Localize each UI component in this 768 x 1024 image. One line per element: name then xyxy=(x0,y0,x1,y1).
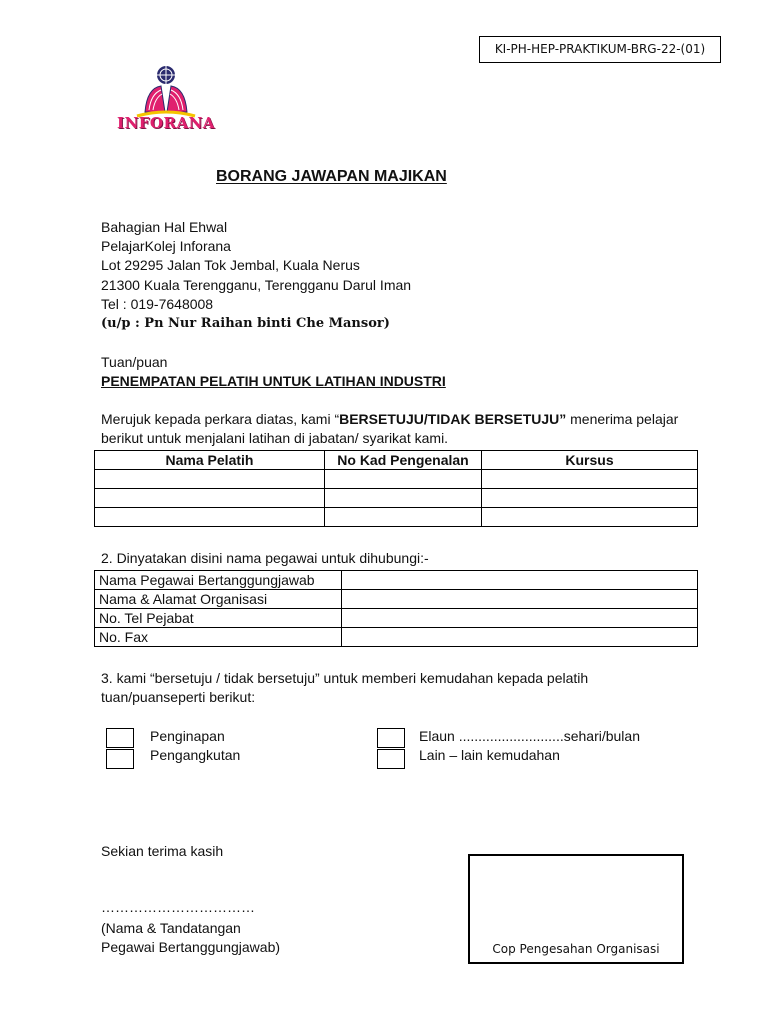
field-value-organisasi[interactable] xyxy=(342,590,698,609)
address-line-4: 21300 Kuala Terengganu, Terengganu Darul Iman xyxy=(101,276,412,293)
address-line-3: Lot 29295 Jalan Tok Jembal, Kuala Nerus xyxy=(101,257,360,274)
address-phone: Tel : 019-7648008 xyxy=(101,295,214,312)
field-label-fax: No. Fax xyxy=(95,628,342,647)
trainee-name-cell[interactable] xyxy=(95,489,325,508)
table-row xyxy=(95,489,698,508)
field-value-tel[interactable] xyxy=(342,609,698,628)
trainee-ic-cell[interactable] xyxy=(325,508,482,527)
paragraph-1-line-1 xyxy=(101,411,678,427)
agreement-choice: BERSETUJU/TIDAK BERSETUJU” xyxy=(339,411,567,427)
inforana-logo-icon xyxy=(101,64,231,120)
logo-text: INFORANA xyxy=(117,114,215,132)
page-title: BORANG JAWAPAN MAJIKAN xyxy=(216,168,447,185)
table-row xyxy=(95,508,698,527)
header-no-kad: No Kad Pengenalan xyxy=(325,451,482,470)
table-row xyxy=(95,628,698,647)
closing-text: Sekian terima kasih xyxy=(101,843,224,859)
table-row xyxy=(95,470,698,489)
trainee-course-cell[interactable] xyxy=(482,470,698,489)
field-value-fax[interactable] xyxy=(342,628,698,647)
contact-table xyxy=(94,570,698,647)
paragraph-1-after: menerima pelajar xyxy=(566,411,679,427)
paragraph-1-before: Merujuk kepada perkara diatas, kami “ xyxy=(101,411,340,427)
penginapan-checkbox[interactable] xyxy=(106,728,134,748)
field-label-pegawai: Nama Pegawai Bertanggungjawab xyxy=(95,571,342,590)
trainee-name-cell[interactable] xyxy=(95,508,325,527)
trainee-name-cell[interactable] xyxy=(95,470,325,489)
stamp-label: Cop Pengesahan Organisasi xyxy=(492,942,660,956)
elaun-label: Elaun ...........................sehari/bulan xyxy=(419,728,640,744)
trainee-ic-cell[interactable] xyxy=(325,470,482,489)
address-block xyxy=(101,218,411,333)
lain-kemudahan-checkbox[interactable] xyxy=(377,749,405,769)
pengangkutan-label: Pengangkutan xyxy=(150,747,241,763)
trainee-table xyxy=(94,450,698,527)
reference-code: KI-PH-HEP-PRAKTIKUM-BRG-22-(01) xyxy=(479,36,721,63)
section-3-line-2: tuan/puanseperti berikut: xyxy=(101,689,256,705)
trainee-table-header xyxy=(95,451,698,470)
signature-line[interactable]: …………………………… xyxy=(101,899,255,915)
lain-kemudahan-label: Lain – lain kemudahan xyxy=(419,747,560,763)
trainee-ic-cell[interactable] xyxy=(325,489,482,508)
elaun-checkbox[interactable] xyxy=(377,728,405,748)
pengangkutan-checkbox[interactable] xyxy=(106,749,134,769)
header-nama-pelatih: Nama Pelatih xyxy=(95,451,325,470)
address-line-1: Bahagian Hal Ehwal xyxy=(101,219,228,235)
signature-caption-1: (Nama & Tandatangan xyxy=(101,920,241,936)
section-2-heading: 2. Dinyatakan disini nama pegawai untuk dihubungi:- xyxy=(101,550,429,566)
header-kursus: Kursus xyxy=(482,451,698,470)
attention-line: (u/p : Pn Nur Raihan binti Che Mansor) xyxy=(101,316,390,332)
table-row xyxy=(95,590,698,609)
field-label-organisasi: Nama & Alamat Organisasi xyxy=(95,590,342,609)
trainee-course-cell[interactable] xyxy=(482,508,698,527)
penginapan-label: Penginapan xyxy=(150,728,225,744)
trainee-course-cell[interactable] xyxy=(482,489,698,508)
paragraph-1-line-2: berikut untuk menjalani latihan di jabatan/ syarikat kami. xyxy=(101,430,449,446)
table-row xyxy=(95,571,698,590)
field-label-tel: No. Tel Pejabat xyxy=(95,609,342,628)
field-value-pegawai[interactable] xyxy=(342,571,698,590)
table-row xyxy=(95,609,698,628)
organisation-stamp-box[interactable] xyxy=(468,854,684,964)
inforana-logo xyxy=(101,64,231,136)
subject-heading: PENEMPATAN PELATIH UNTUK LATIHAN INDUSTRI xyxy=(101,373,446,389)
address-line-2: PelajarKolej Inforana xyxy=(101,238,231,255)
salutation: Tuan/puan xyxy=(101,354,168,370)
section-3-line-1: 3. kami “bersetuju / tidak bersetuju” untuk memberi kemudahan kepada pelatih xyxy=(101,670,589,686)
signature-caption-2: Pegawai Bertanggungjawab) xyxy=(101,939,281,955)
